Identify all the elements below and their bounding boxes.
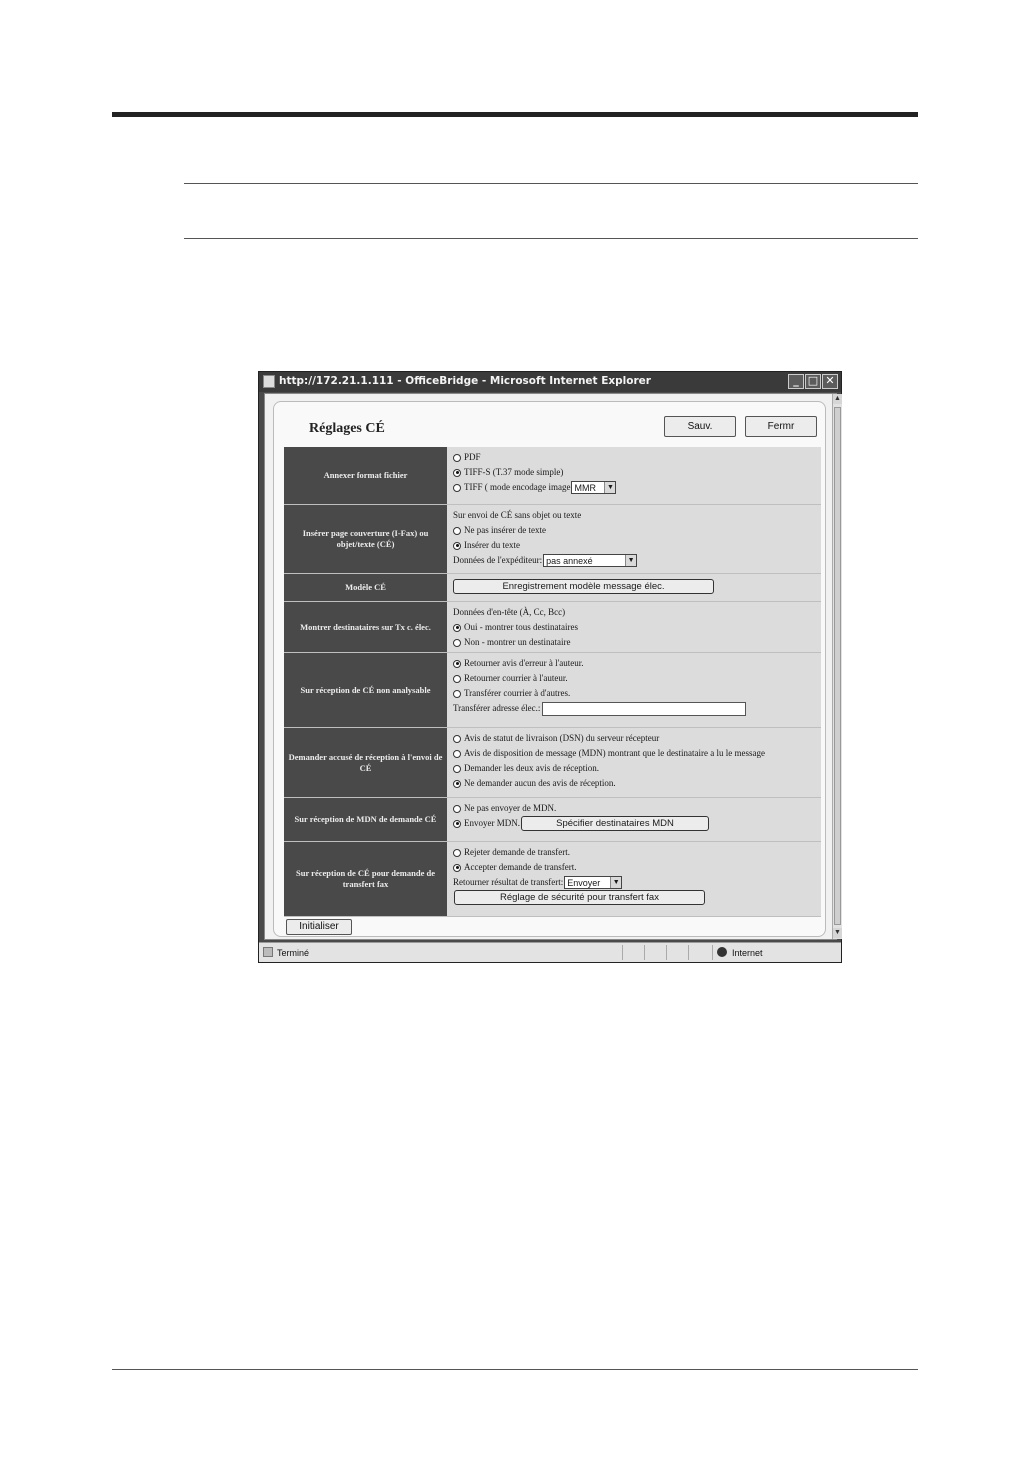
settings-panel	[273, 401, 826, 937]
option-mdn[interactable]	[453, 746, 821, 761]
close-button[interactable]: Fermr	[745, 416, 817, 437]
option-label: Envoyer MDN.	[464, 818, 520, 828]
select-value: MMR	[574, 483, 596, 493]
caption: Sur envoi de CÉ sans objet ou texte	[453, 510, 582, 520]
status-divider	[712, 945, 713, 960]
row-label: Demander accusé de réception à l'envoi de CÉ	[284, 728, 447, 797]
status-bar	[259, 942, 841, 962]
row-content	[447, 602, 821, 652]
encoding-select[interactable]	[571, 481, 616, 494]
status-divider	[622, 945, 623, 960]
radio-button[interactable]	[453, 484, 461, 492]
window-title: http://172.21.1.111 - OfficeBridge - Microsoft Internet Explorer	[279, 375, 651, 387]
vertical-scrollbar[interactable]	[832, 394, 842, 939]
row-show-recipients	[284, 602, 821, 653]
option-label: Accepter demande de transfert.	[464, 862, 577, 872]
radio-button[interactable]	[453, 750, 461, 758]
browser-window	[258, 371, 842, 963]
option-label: Ne demander aucun des avis de réception.	[464, 778, 616, 788]
scroll-up-icon[interactable]: ▲	[834, 395, 841, 402]
chevron-down-icon: ▼	[604, 482, 615, 493]
radio-button[interactable]	[453, 849, 461, 857]
fax-security-button[interactable]: Réglage de sécurité pour transfert fax	[454, 890, 705, 905]
option-label: Retourner avis d'erreur à l'auteur.	[464, 658, 584, 668]
minimize-button[interactable]: _	[788, 374, 804, 389]
scroll-down-icon[interactable]: ▼	[834, 929, 841, 936]
globe-icon	[717, 947, 727, 957]
row-content	[447, 653, 821, 727]
option-accept-transfer[interactable]	[453, 860, 821, 875]
radio-button[interactable]	[453, 864, 461, 872]
row-content	[447, 447, 821, 504]
radio-button[interactable]	[453, 624, 461, 632]
option-show-one[interactable]	[453, 635, 821, 650]
radio-button[interactable]	[453, 454, 461, 462]
radio-button[interactable]	[453, 660, 461, 668]
row-label: Insérer page couverture (I-Fax) ou objet/texte (CÉ)	[284, 505, 447, 573]
radio-button[interactable]	[453, 469, 461, 477]
status-divider	[688, 945, 689, 960]
option-label: Retourner courrier à l'auteur.	[464, 673, 568, 683]
row-cover-page	[284, 505, 821, 574]
row-label: Sur réception de MDN de demande CÉ	[284, 798, 447, 841]
option-label: Ne pas insérer de texte	[464, 525, 546, 535]
option-label: Avis de disposition de message (MDN) montrant que le destinataire a lu le message	[464, 748, 766, 758]
forward-address-line	[453, 701, 821, 716]
template-button[interactable]: Enregistrement modèle message élec.	[453, 579, 714, 594]
row-label: Modèle CÉ	[284, 574, 447, 601]
row-mdn-receipt	[284, 798, 821, 842]
option-label: Rejeter demande de transfert.	[464, 847, 570, 857]
option-label: PDF	[464, 452, 481, 462]
transfer-result-label: Retourner résultat de transfert:	[453, 877, 564, 887]
option-return-mail[interactable]	[453, 671, 821, 686]
option-both[interactable]	[453, 761, 821, 776]
chevron-down-icon: ▼	[610, 877, 621, 888]
forward-address-label: Transférer adresse élec.:	[453, 703, 541, 713]
caption: Données d'en-tête (À, Cc, Bcc)	[453, 607, 566, 617]
option-label: Non - montrer un destinataire	[464, 637, 571, 647]
option-insert-text[interactable]	[453, 538, 821, 553]
row-content	[447, 842, 821, 916]
select-value: Envoyer	[567, 878, 601, 888]
title-bar[interactable]	[259, 372, 841, 392]
radio-button[interactable]	[453, 780, 461, 788]
option-dsn[interactable]	[453, 731, 821, 746]
option-label: Insérer du texte	[464, 540, 520, 550]
option-reject-transfer[interactable]	[453, 845, 821, 860]
option-label: Demander les deux avis de réception.	[464, 763, 599, 773]
option-forward-mail[interactable]	[453, 686, 821, 701]
scroll-thumb[interactable]	[834, 407, 841, 925]
top-rule	[112, 112, 918, 117]
radio-button[interactable]	[453, 639, 461, 647]
save-button[interactable]: Sauv.	[664, 416, 736, 437]
settings-table	[284, 447, 821, 917]
row-unparsable	[284, 653, 821, 728]
maximize-button[interactable]: □	[805, 374, 821, 389]
option-label: TIFF-S (T.37 mode simple)	[464, 467, 564, 477]
transfer-result-select[interactable]	[564, 876, 622, 889]
security-zone: Internet	[732, 948, 763, 958]
row-attach-format	[284, 447, 821, 505]
option-label: Ne pas envoyer de MDN.	[464, 803, 557, 813]
radio-button[interactable]	[453, 735, 461, 743]
initialize-button[interactable]: Initialiser	[286, 919, 352, 935]
option-no-text[interactable]	[453, 523, 821, 538]
option-label: TIFF ( mode encodage image	[464, 482, 571, 492]
option-label: Transférer courrier à d'autres.	[464, 688, 571, 698]
option-return-error[interactable]	[453, 656, 821, 671]
forward-address-input[interactable]	[542, 702, 746, 716]
radio-button[interactable]	[453, 542, 461, 550]
row-content	[447, 798, 821, 841]
bottom-rule	[112, 1369, 918, 1370]
radio-button[interactable]	[453, 765, 461, 773]
row-label: Annexer format fichier	[284, 447, 447, 504]
row-content	[447, 574, 821, 601]
option-none[interactable]	[453, 776, 821, 791]
done-page-icon	[263, 947, 273, 957]
radio-button[interactable]	[453, 820, 461, 828]
option-tiff[interactable]	[453, 480, 821, 495]
row-content	[447, 505, 821, 573]
status-text: Terminé	[277, 948, 310, 958]
option-send-mdn[interactable]	[453, 816, 821, 831]
sender-data-line	[453, 553, 821, 568]
sender-label: Données de l'expéditeur:	[453, 555, 543, 565]
select-value: pas annexé	[546, 556, 593, 566]
row-label: Sur réception de CÉ pour demande de transfert fax	[284, 842, 447, 916]
option-pdf[interactable]	[453, 450, 821, 465]
status-divider	[644, 945, 645, 960]
radio-button[interactable]	[453, 805, 461, 813]
radio-button[interactable]	[453, 527, 461, 535]
radio-button[interactable]	[453, 690, 461, 698]
option-tiff-s[interactable]	[453, 465, 821, 480]
sender-data-select[interactable]	[543, 554, 637, 567]
row-label: Montrer destinataires sur Tx c. élec.	[284, 602, 447, 652]
option-no-mdn[interactable]	[453, 801, 821, 816]
row-content	[447, 728, 821, 797]
status-divider	[666, 945, 667, 960]
security-button-line	[453, 890, 821, 905]
option-label: Avis de statut de livraison (DSN) du serveur récepteur	[464, 733, 660, 743]
close-window-button[interactable]: ✕	[822, 374, 838, 389]
row-receipt-request	[284, 728, 821, 798]
row-fax-transfer	[284, 842, 821, 917]
browser-content	[264, 393, 841, 940]
option-show-all[interactable]	[453, 620, 821, 635]
transfer-result-line	[453, 875, 821, 890]
mdn-recipients-button[interactable]: Spécifier destinataires MDN	[521, 816, 709, 831]
chevron-down-icon: ▼	[625, 555, 636, 566]
page-icon	[263, 375, 275, 388]
row-label: Sur réception de CÉ non analysable	[284, 653, 447, 727]
section-rule-2	[184, 238, 918, 239]
section-rule-1	[184, 183, 918, 184]
page-title: Réglages CÉ	[309, 421, 385, 436]
option-label: Oui - montrer tous destinataires	[464, 622, 578, 632]
row-template	[284, 574, 821, 602]
radio-button[interactable]	[453, 675, 461, 683]
